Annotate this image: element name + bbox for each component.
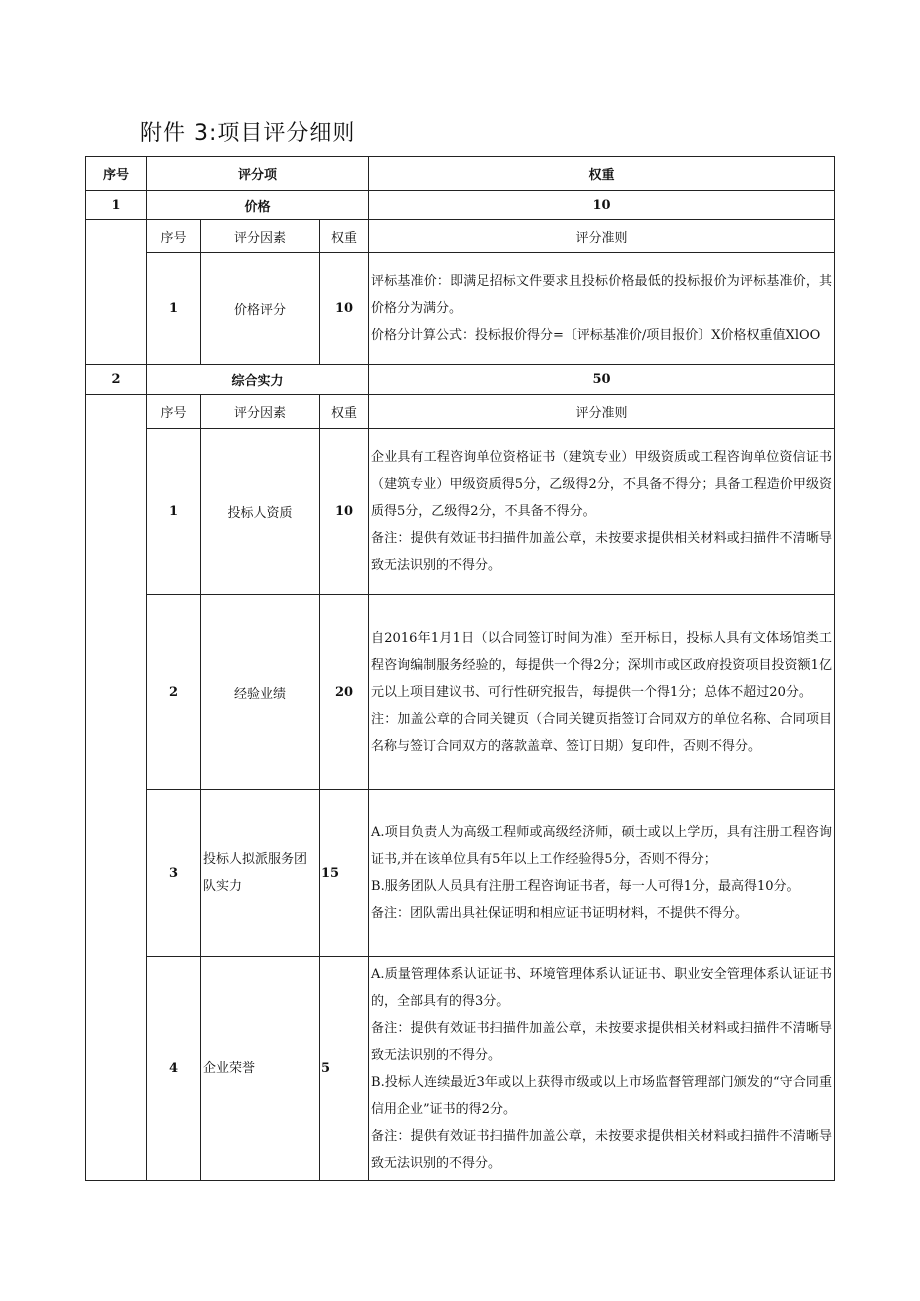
sub-header-no: 序号 <box>147 220 201 253</box>
scoring-table <box>85 156 835 1181</box>
section-no: 2 <box>86 365 147 395</box>
row-weight: 15 <box>320 790 369 957</box>
criteria-line: 备注：团队需出具社保证明和相应证书证明材料，不提供不得分。 <box>371 906 749 921</box>
criteria-line: B.服务团队人员具有注册工程咨询证书者，每一人可得1分，最高得10分。 <box>371 879 800 894</box>
header-weight: 权重 <box>369 157 835 191</box>
criteria-line: 备注：提供有效证书扫描件加盖公章，未按要求提供相关材料或扫描件不清晰导致无法识别的不得分。 <box>371 1020 833 1063</box>
sub-header-row <box>86 220 835 253</box>
section-name: 综合实力 <box>147 365 369 395</box>
table-row <box>86 253 835 365</box>
criteria-line: 备注：提供有效证书扫描件加盖公章，未按要求提供相关材料或扫描件不清晰导致无法识别的不得分。 <box>371 1128 833 1171</box>
section-row <box>86 365 835 395</box>
criteria-line: 价格分计算公式：投标报价得分=〔评标基准价/项目报价〕X价格权重值XlOO <box>371 328 821 343</box>
page-title: 附件 3:项目评分细则 <box>140 121 356 146</box>
table-row <box>86 429 835 595</box>
section-weight: 10 <box>369 191 835 220</box>
table-row <box>86 595 835 790</box>
row-weight: 20 <box>320 595 369 790</box>
sub-header-criteria: 评分准则 <box>369 395 835 429</box>
section-name: 价格 <box>147 191 369 220</box>
row-weight: 10 <box>320 429 369 595</box>
table-row <box>86 957 835 1181</box>
section-weight: 50 <box>369 365 835 395</box>
criteria-line: 自2016年1月1日（以合同签订时间为准）至开标日，投标人具有文体场馆类工程咨询编制服务经验的，每提供一个得2分；深圳市或区政府投资项目投资额1亿元以上项目建议书、可行性研究报告，每提供一个得1分；总体不超过20分。 <box>371 630 833 700</box>
section-no: 1 <box>86 191 147 220</box>
row-factor: 投标人资质 <box>201 429 320 595</box>
row-criteria <box>369 595 835 790</box>
sub-header-factor: 评分因素 <box>201 395 320 429</box>
sub-header-weight: 权重 <box>320 395 369 429</box>
criteria-line: B.投标人连续最近3年或以上获得市级或以上市场监督管理部门颁发的“守合同重信用企业”证书的得2分。 <box>371 1074 833 1117</box>
row-criteria <box>369 957 835 1181</box>
criteria-line: 备注：提供有效证书扫描件加盖公章，未按要求提供相关材料或扫描件不清晰导致无法识别的不得分。 <box>371 531 833 573</box>
sub-header-row <box>86 395 835 429</box>
criteria-line: 企业具有工程咨询单位资格证书（建筑专业）甲级资质或工程咨询单位资信证书（建筑专业）甲级资质得5分，乙级得2分，不具备不得分；具备工程造价甲级资质得5分，乙级得2分，不具备不得分。 <box>371 450 833 519</box>
section-spacer-cell <box>86 220 147 365</box>
row-weight: 10 <box>320 253 369 365</box>
section-row <box>86 191 835 220</box>
row-no: 1 <box>147 429 201 595</box>
sub-header-weight: 权重 <box>320 220 369 253</box>
row-factor: 企业荣誉 <box>201 957 320 1181</box>
row-criteria <box>369 790 835 957</box>
row-criteria <box>369 429 835 595</box>
header-item: 评分项 <box>147 157 369 191</box>
header-no: 序号 <box>86 157 147 191</box>
section-spacer-cell <box>86 395 147 1181</box>
row-no: 3 <box>147 790 201 957</box>
table-header-row <box>86 157 835 191</box>
criteria-line: A.质量管理体系认证证书、环境管理体系认证证书、职业安全管理体系认证证书的，全部具有的得3分。 <box>371 966 833 1009</box>
row-factor: 价格评分 <box>201 253 320 365</box>
row-no: 4 <box>147 957 201 1181</box>
row-factor: 经验业绩 <box>201 595 320 790</box>
row-criteria <box>369 253 835 365</box>
table-row <box>86 790 835 957</box>
sub-header-factor: 评分因素 <box>201 220 320 253</box>
row-no: 1 <box>147 253 201 365</box>
sub-header-criteria: 评分准则 <box>369 220 835 253</box>
sub-header-no: 序号 <box>147 395 201 429</box>
criteria-line: A.项目负责人为高级工程师或高级经济师，硕士或以上学历，具有注册工程咨询证书,并在该单位具有5年以上工作经验得5分，否则不得分； <box>371 825 833 867</box>
row-weight: 5 <box>320 957 369 1181</box>
row-no: 2 <box>147 595 201 790</box>
row-factor: 投标人拟派服务团队实力 <box>201 790 320 957</box>
criteria-line: 评标基准价：即满足招标文件要求且投标价格最低的投标报价为评标基准价，其价格分为满分。 <box>371 274 833 316</box>
criteria-line: 注：加盖公章的合同关键页（合同关键页指签订合同双方的单位名称、合同项目名称与签订合同双方的落款盖章、签订日期）复印件，否则不得分。 <box>371 711 833 754</box>
